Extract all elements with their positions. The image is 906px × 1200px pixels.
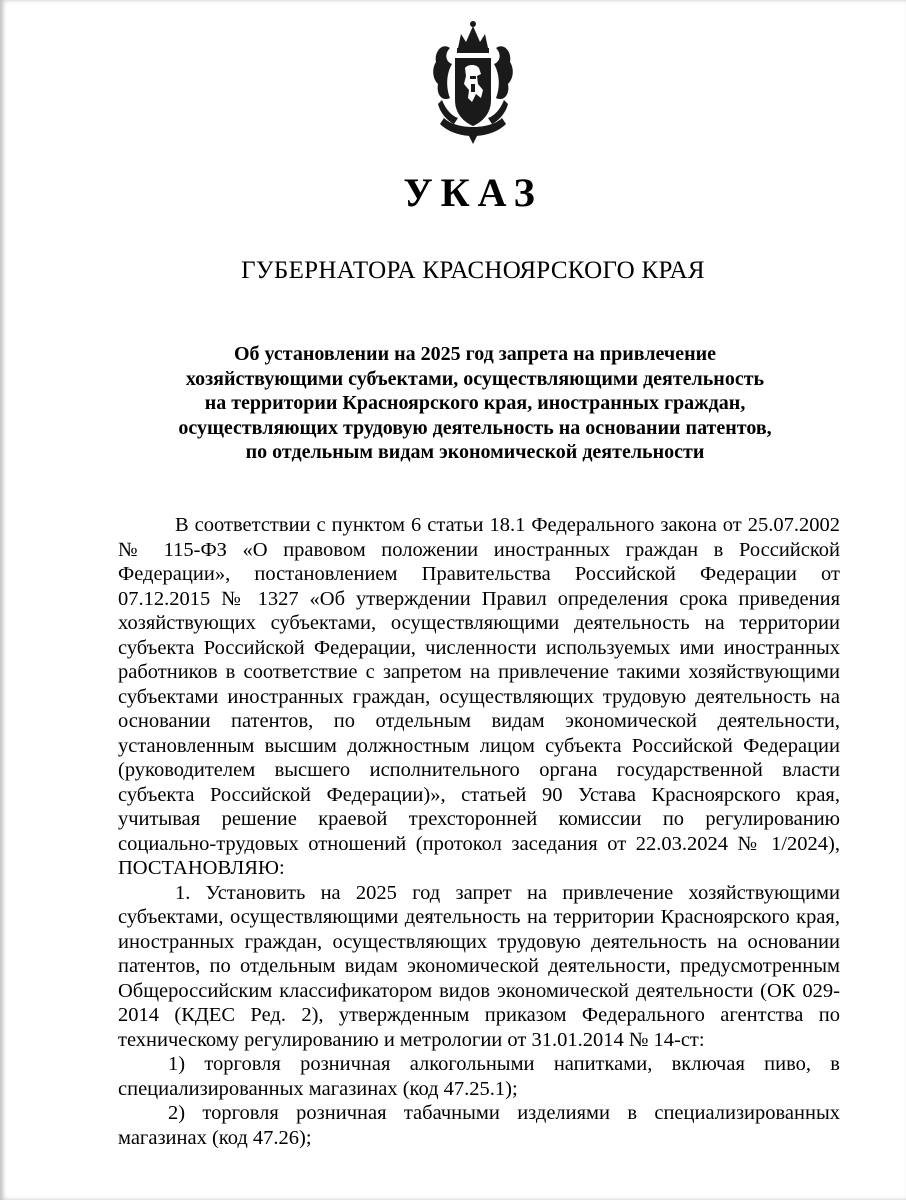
issuer-title: ГУБЕРНАТОРА КРАСНОЯРСКОГО КРАЯ — [241, 257, 705, 284]
subject-line: хозяйствующими субъектами, осуществляющими деятельность — [185, 367, 765, 390]
subject-line: Об установлении на 2025 год запрета на привлечение — [233, 343, 717, 365]
subject-line: по отдельным видам экономической деятельности — [245, 441, 705, 463]
list-item: 2) торговля розничная табачными изделиями в специализированных магазинах (код 47.26); — [118, 1102, 840, 1149]
document-subject — [170, 342, 780, 465]
krasnoyarsk-coat-of-arms-icon — [428, 18, 518, 146]
subject-line: осуществляющих трудовую деятельность на основании патентов, — [178, 416, 772, 439]
document-type-title: УКАЗ — [403, 170, 543, 215]
document-body — [118, 513, 840, 1150]
subject-line: на территории Красноярского края, иностранных граждан, — [204, 392, 746, 414]
list-item: 1) торговля розничная алкогольными напитками, включая пиво, в специализированных магазинах (код 47.25.1); — [118, 1053, 840, 1100]
preamble-paragraph: В соответствии с пунктом 6 статьи 18.1 Федерального закона от 25.07.2002 № 115-ФЗ «О правовом положении иностранных граждан в Российской Федерации», постановлением Правительства Российской Федерации от 07.12.2015 № 1327 «Об утверждении Правил определения срока приведения хозяйствующих субъектами, осуществляющими деятельность на территории субъекта Российской Федерации, численности используемых ими иностранных работников в соответствие с запретом на привлечение такими хозяйствующими субъектами иностранных граждан, осуществляющих трудовую деятельность на основании патентов, по отдельным видам экономической деятельности, установленным высшим должностным лицом субъекта Российской Федерации (руководителем высшего исполнительного органа государственной власти субъекта Российской Федерации)», статьей 90 Устава Красноярского края, учитывая решение краевой трехсторонней комиссии по регулированию социально-трудовых отношений (протокол заседания от 22.03.2024 № 1/2024), ПОСТАНОВЛЯЮ: — [118, 514, 840, 879]
clause-paragraph: 1. Установить на 2025 год запрет на привлечение хозяйствующими субъектами, осуществляющими деятельность на территории Красноярского края, иностранных граждан, осуществляющих трудовую деятельность на основании патентов, по отдельным видам экономической деятельности, предусмотренным Общероссийским классификатором видов экономической деятельности (ОК 029-2014 (КДЕС Ред. 2), утвержденным приказом Федерального агентства по техническому регулированию и метрологии от 31.01.2014 № 14-ст: — [118, 881, 840, 1051]
